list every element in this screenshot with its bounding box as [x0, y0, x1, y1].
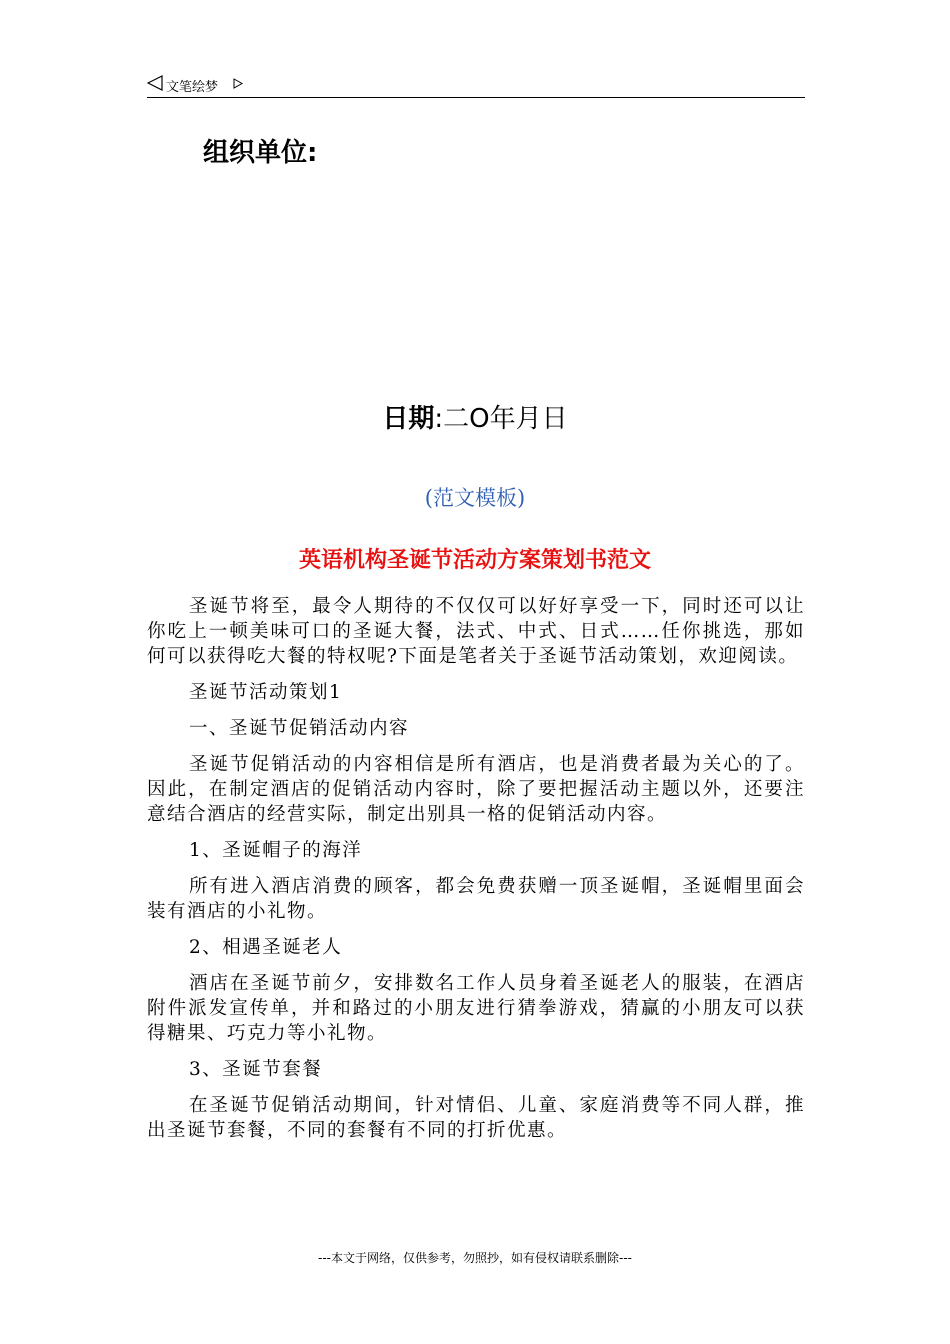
document-title: 英语机构圣诞节活动方案策划书范文	[298, 548, 651, 573]
header-brand: 文笔绘梦	[166, 80, 219, 95]
organization-label: 组织单位:	[203, 138, 318, 168]
triangle-left-icon	[147, 75, 163, 91]
template-tag: (范文模板)	[424, 486, 526, 510]
date-label: 日期	[382, 404, 435, 434]
paragraph: 圣诞节促销活动的内容相信是所有酒店，也是消费者最为关心的了。因此，在制定酒店的促销活动内容时，除了要把握活动主题以外，还要注意结合酒店的经营实际，制定出别具一格的促销活动内容。	[147, 754, 805, 825]
date-line	[0, 398, 950, 435]
paragraph: 酒店在圣诞节前夕，安排数名工作人员身着圣诞老人的服装，在酒店附件派发宣传单，并和路过的小朋友进行猜拳游戏，猜赢的小朋友可以获得糖果、巧克力等小礼物。	[147, 973, 805, 1044]
paragraph: 圣诞节活动策划1	[189, 682, 343, 703]
date-value: :二O年月日	[434, 404, 568, 434]
triangle-right-icon	[233, 78, 243, 89]
paragraph: 所有进入酒店消费的顾客，都会免费获赠一顶圣诞帽，圣诞帽里面会装有酒店的小礼物。	[147, 876, 805, 922]
document-body	[147, 594, 805, 1154]
paragraph: 在圣诞节促销活动期间，针对情侣、儿童、家庭消费等不同人群，推出圣诞节套餐，不同的套餐有不同的打折优惠。	[147, 1095, 805, 1141]
paragraph: 3、圣诞节套餐	[189, 1059, 323, 1080]
page-footer: ---本文于网络，仅供参考，勿照抄，如有侵权请联系删除---	[318, 1251, 632, 1265]
paragraph: 2、相遇圣诞老人	[189, 937, 343, 958]
paragraph: 圣诞节将至，最令人期待的不仅仅可以好好享受一下，同时还可以让你吃上一顿美味可口的圣诞大餐，法式、中式、日式……任你挑选，那如何可以获得吃大餐的特权呢?下面是笔者关于圣诞节活动策划，欢迎阅读。	[147, 596, 805, 667]
page-header	[147, 73, 805, 98]
paragraph: 1、圣诞帽子的海洋	[189, 840, 363, 861]
paragraph: 一、圣诞节促销活动内容	[189, 718, 410, 739]
